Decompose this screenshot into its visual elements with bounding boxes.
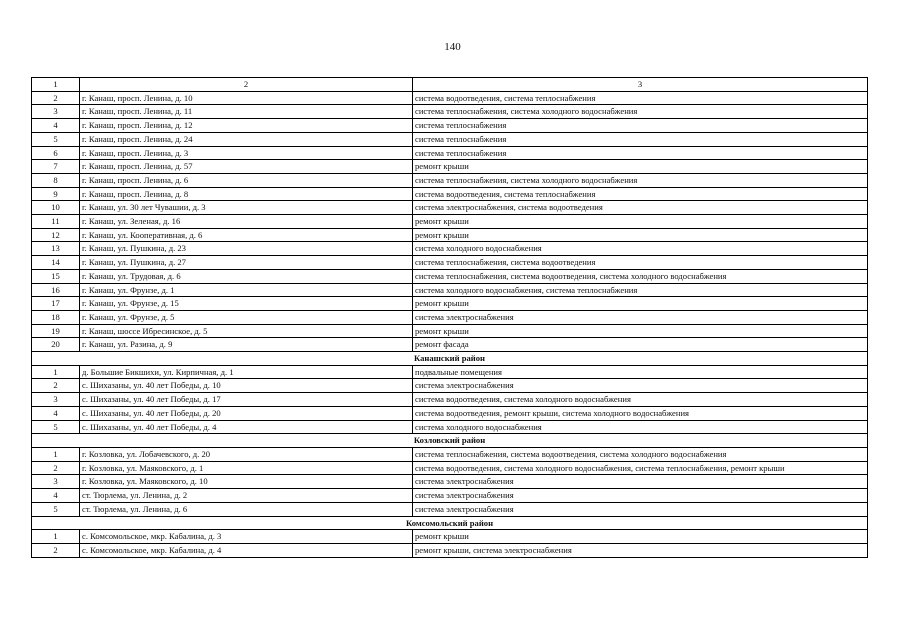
address-cell: г. Канаш, ул. Пушкина, д. 23	[80, 242, 413, 256]
table-row	[32, 132, 868, 146]
works-cell: система теплоснабжения, система холодного водоснабжения	[413, 173, 868, 187]
page-number: 140	[444, 41, 461, 53]
address-cell: с. Шихазаны, ул. 40 лет Победы, д. 17	[80, 393, 413, 407]
row-number: 3	[32, 393, 80, 407]
table-row	[32, 502, 868, 516]
table-row	[32, 269, 868, 283]
address-cell: г. Канаш, просп. Ленина, д. 24	[80, 132, 413, 146]
row-number: 12	[32, 228, 80, 242]
section-title: Козловский район	[32, 434, 868, 448]
address-cell: г. Козловка, ул. Маяковского, д. 1	[80, 461, 413, 475]
table-row	[32, 160, 868, 174]
row-number: 4	[32, 489, 80, 503]
row-number: 15	[32, 269, 80, 283]
table-row	[32, 543, 868, 557]
table-row	[32, 420, 868, 434]
address-cell: г. Канаш, просп. Ленина, д. 3	[80, 146, 413, 160]
row-number: 2	[32, 379, 80, 393]
works-cell: ремонт крыши	[413, 228, 868, 242]
table-row	[32, 406, 868, 420]
row-number: 5	[32, 502, 80, 516]
row-number: 8	[32, 173, 80, 187]
row-number: 5	[32, 420, 80, 434]
table-row	[32, 530, 868, 544]
works-cell: система теплоснабжения, система водоотведения, система холодного водоснабжения	[413, 447, 868, 461]
row-number: 7	[32, 160, 80, 174]
table-body	[32, 78, 868, 558]
table-row	[32, 187, 868, 201]
table-row	[32, 379, 868, 393]
table-row	[32, 447, 868, 461]
works-cell: система водоотведения, система теплоснабжения	[413, 187, 868, 201]
row-number: 20	[32, 338, 80, 352]
row-number: 3	[32, 475, 80, 489]
works-cell: система теплоснабжения	[413, 119, 868, 133]
header-cell-2: 2	[80, 78, 413, 92]
works-cell: система электроснабжения	[413, 489, 868, 503]
table-row	[32, 338, 868, 352]
address-cell: г. Канаш, ул. Кооперативная, д. 6	[80, 228, 413, 242]
address-cell: д. Большие Бикшихи, ул. Кирпичная, д. 1	[80, 365, 413, 379]
address-cell: г. Канаш, ул. Зеленая, д. 16	[80, 215, 413, 229]
works-cell: система холодного водоснабжения	[413, 242, 868, 256]
address-cell: г. Канаш, ул. Разина, д. 9	[80, 338, 413, 352]
row-number: 5	[32, 132, 80, 146]
row-number: 3	[32, 105, 80, 119]
table-row	[32, 283, 868, 297]
table-row	[32, 393, 868, 407]
row-number: 4	[32, 119, 80, 133]
works-cell: ремонт крыши	[413, 530, 868, 544]
address-cell: г. Канаш, ул. Пушкина, д. 27	[80, 256, 413, 270]
works-cell: система теплоснабжения, система холодного водоснабжения	[413, 105, 868, 119]
works-cell: система холодного водоснабжения, система теплоснабжения	[413, 283, 868, 297]
row-number: 14	[32, 256, 80, 270]
address-cell: г. Канаш, просп. Ленина, д. 11	[80, 105, 413, 119]
address-cell: ст. Тюрлема, ул. Ленина, д. 2	[80, 489, 413, 503]
works-cell: система электроснабжения	[413, 502, 868, 516]
row-number: 19	[32, 324, 80, 338]
address-cell: ст. Тюрлема, ул. Ленина, д. 6	[80, 502, 413, 516]
table-row	[32, 201, 868, 215]
row-number: 17	[32, 297, 80, 311]
works-cell: ремонт крыши, система электроснабжения	[413, 543, 868, 557]
works-cell: система водоотведения, система холодного водоснабжения	[413, 393, 868, 407]
address-cell: г. Козловка, ул. Маяковского, д. 10	[80, 475, 413, 489]
works-cell: система теплоснабжения	[413, 146, 868, 160]
section-row	[32, 516, 868, 530]
address-cell: г. Канаш, просп. Ленина, д. 10	[80, 91, 413, 105]
address-cell: с. Шихазаны, ул. 40 лет Победы, д. 20	[80, 406, 413, 420]
table-row	[32, 215, 868, 229]
works-cell: система теплоснабжения	[413, 132, 868, 146]
works-cell: ремонт крыши	[413, 215, 868, 229]
address-cell: г. Козловка, ул. Лобачевского, д. 20	[80, 447, 413, 461]
address-cell: г. Канаш, ул. Фрунзе, д. 5	[80, 310, 413, 324]
table-row	[32, 475, 868, 489]
works-cell: ремонт крыши	[413, 297, 868, 311]
works-cell: ремонт фасада	[413, 338, 868, 352]
section-title: Канашский район	[32, 352, 868, 366]
section-title: Комсомольский район	[32, 516, 868, 530]
table-row	[32, 297, 868, 311]
works-cell: система электроснабжения	[413, 310, 868, 324]
row-number: 1	[32, 447, 80, 461]
table-row	[32, 256, 868, 270]
row-number: 11	[32, 215, 80, 229]
row-number: 9	[32, 187, 80, 201]
row-number: 18	[32, 310, 80, 324]
table-row	[32, 119, 868, 133]
row-number: 2	[32, 543, 80, 557]
address-cell: с. Комсомольское, мкр. Кабалина, д. 3	[80, 530, 413, 544]
address-cell: с. Комсомольское, мкр. Кабалина, д. 4	[80, 543, 413, 557]
table-row	[32, 365, 868, 379]
table-row	[32, 489, 868, 503]
table-row	[32, 146, 868, 160]
table-row	[32, 310, 868, 324]
works-cell: система водоотведения, система теплоснабжения	[413, 91, 868, 105]
row-number: 13	[32, 242, 80, 256]
table-row	[32, 173, 868, 187]
works-cell: подвальные помещения	[413, 365, 868, 379]
works-cell: система электроснабжения	[413, 379, 868, 393]
address-cell: г. Канаш, ул. Фрунзе, д. 15	[80, 297, 413, 311]
address-cell: с. Шихазаны, ул. 40 лет Победы, д. 4	[80, 420, 413, 434]
row-number: 1	[32, 530, 80, 544]
header-cell-3: 3	[413, 78, 868, 92]
works-cell: ремонт крыши	[413, 160, 868, 174]
row-number: 6	[32, 146, 80, 160]
works-cell: система холодного водоснабжения	[413, 420, 868, 434]
works-cell: система водоотведения, ремонт крыши, система холодного водоснабжения	[413, 406, 868, 420]
row-number: 4	[32, 406, 80, 420]
table-row	[32, 91, 868, 105]
works-cell: система водоотведения, система холодного водоснабжения, система теплоснабжения, ремонт крыши	[413, 461, 868, 475]
row-number: 2	[32, 91, 80, 105]
address-cell: г. Канаш, шоссе Ибресинское, д. 5	[80, 324, 413, 338]
works-cell: ремонт крыши	[413, 324, 868, 338]
header-row	[32, 78, 868, 92]
works-cell: система электроснабжения, система водоотведения	[413, 201, 868, 215]
address-cell: г. Канаш, ул. Трудовая, д. 6	[80, 269, 413, 283]
row-number: 2	[32, 461, 80, 475]
address-cell: г. Канаш, просп. Ленина, д. 57	[80, 160, 413, 174]
address-cell: г. Канаш, просп. Ленина, д. 12	[80, 119, 413, 133]
works-cell: система электроснабжения	[413, 475, 868, 489]
table-row	[32, 228, 868, 242]
table-row	[32, 461, 868, 475]
section-row	[32, 434, 868, 448]
row-number: 1	[32, 365, 80, 379]
table-row	[32, 324, 868, 338]
works-cell: система теплоснабжения, система водоотведения	[413, 256, 868, 270]
table-row	[32, 242, 868, 256]
works-cell: система теплоснабжения, система водоотведения, система холодного водоснабжения	[413, 269, 868, 283]
table-row	[32, 105, 868, 119]
header-cell-1: 1	[32, 78, 80, 92]
section-row	[32, 352, 868, 366]
address-cell: г. Канаш, просп. Ленина, д. 8	[80, 187, 413, 201]
address-cell: г. Канаш, ул. Фрунзе, д. 1	[80, 283, 413, 297]
address-cell: г. Канаш, ул. 30 лет Чувашии, д. 3	[80, 201, 413, 215]
repair-table	[31, 77, 868, 558]
address-cell: с. Шихазаны, ул. 40 лет Победы, д. 10	[80, 379, 413, 393]
row-number: 16	[32, 283, 80, 297]
address-cell: г. Канаш, просп. Ленина, д. 6	[80, 173, 413, 187]
row-number: 10	[32, 201, 80, 215]
